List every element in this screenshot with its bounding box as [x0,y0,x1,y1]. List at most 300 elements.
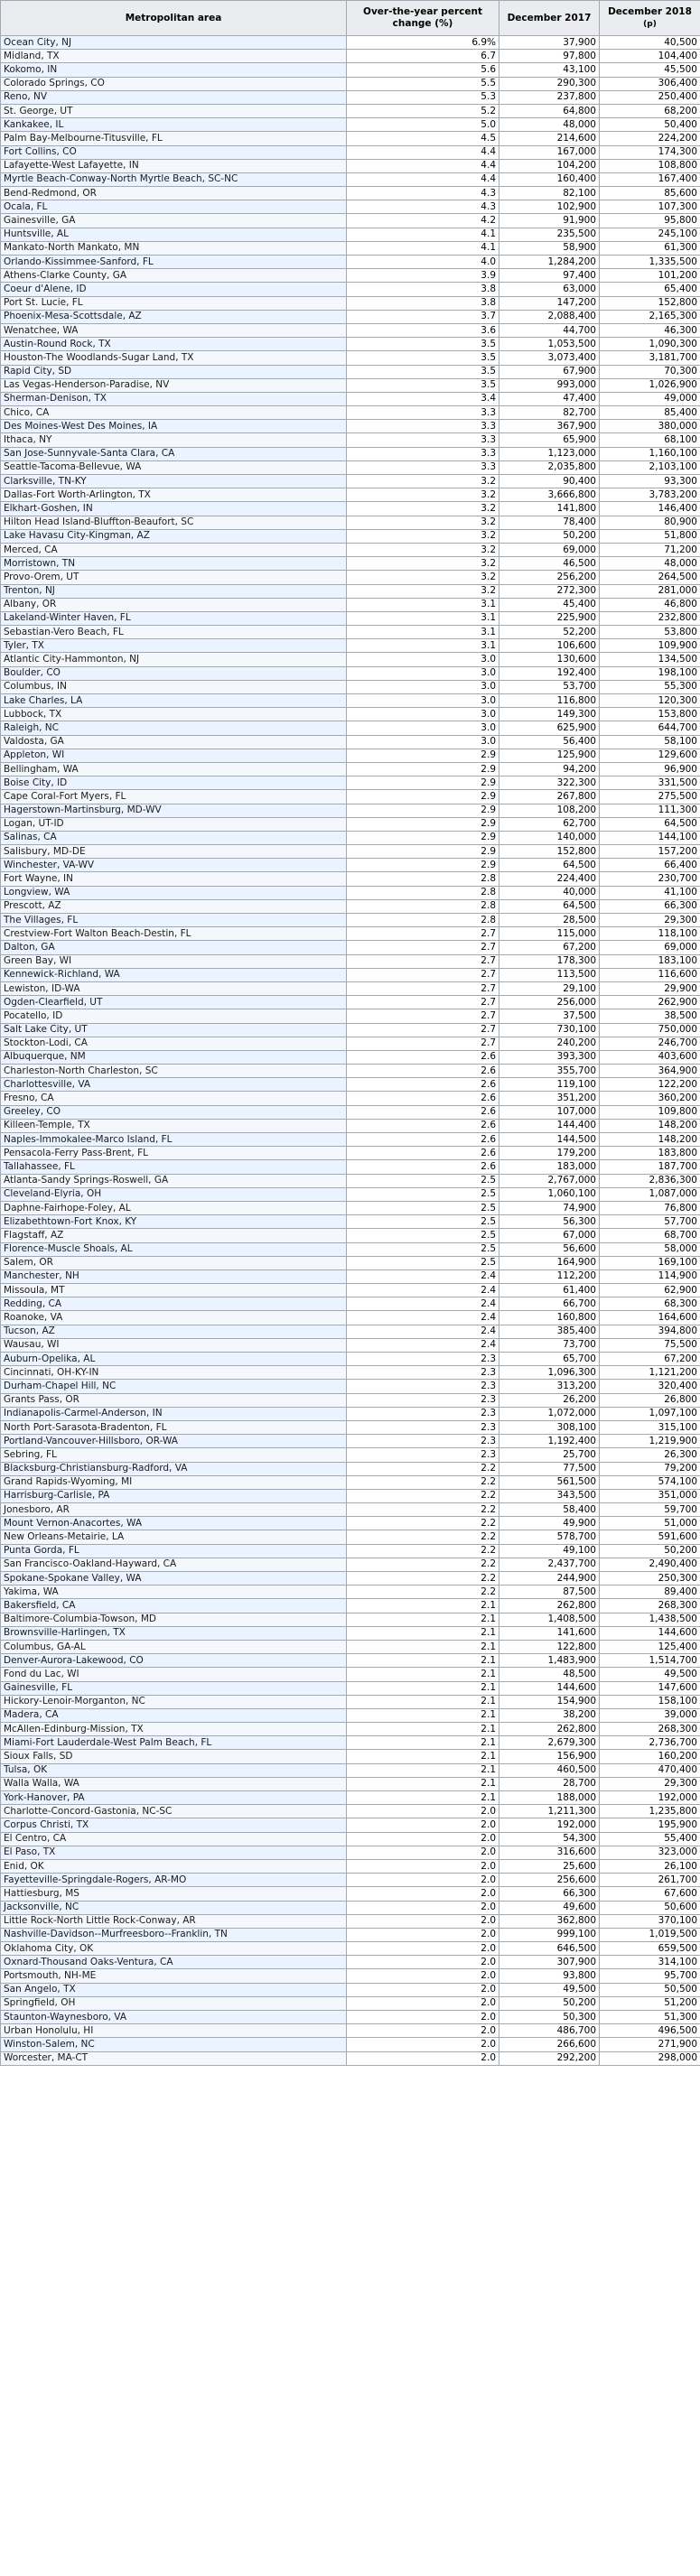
cell-december-2018: 167,400 [600,172,700,186]
cell-december-2017: 240,200 [499,1037,600,1050]
table-row [1,927,700,941]
cell-percent-change: 2.9 [347,762,499,776]
cell-metropolitan-area: Fayetteville-Springdale-Rogers, AR-MO [1,1874,347,1887]
cell-december-2017: 322,300 [499,777,600,790]
table-row [1,721,700,735]
cell-december-2017: 28,700 [499,1777,600,1790]
cell-percent-change: 2.2 [347,1586,499,1599]
cell-december-2018: 80,900 [600,516,700,529]
cell-percent-change: 3.2 [347,584,499,598]
cell-metropolitan-area: York-Hanover, PA [1,1791,347,1805]
cell-percent-change: 2.0 [347,1846,499,1859]
cell-december-2017: 116,800 [499,694,600,708]
cell-december-2018: 51,200 [600,1996,700,2010]
cell-december-2018: 109,900 [600,639,700,653]
cell-metropolitan-area: Salem, OR [1,1256,347,1269]
cell-december-2017: 267,800 [499,790,600,804]
cell-december-2017: 2,767,000 [499,1174,600,1187]
table-row [1,1187,700,1201]
cell-metropolitan-area: Provo-Orem, UT [1,571,347,584]
cell-metropolitan-area: Salisbury, MD-DE [1,845,347,859]
cell-percent-change: 2.7 [347,941,499,954]
table-row [1,1503,700,1517]
cell-percent-change: 2.9 [347,859,499,872]
table-row [1,680,700,693]
cell-metropolitan-area: Green Bay, WI [1,954,347,968]
cell-december-2018: 89,400 [600,1586,700,1599]
cell-metropolitan-area: Mankato-North Mankato, MN [1,241,347,255]
table-row [1,1708,700,1722]
cell-december-2017: 113,500 [499,968,600,981]
cell-december-2018: 224,200 [600,132,700,145]
cell-metropolitan-area: Albany, OR [1,598,347,611]
cell-december-2018: 198,100 [600,666,700,680]
cell-december-2018: 174,300 [600,145,700,159]
cell-percent-change: 2.8 [347,899,499,913]
table-row [1,256,700,269]
table-row [1,804,700,817]
cell-metropolitan-area: Austin-Round Rock, TX [1,338,347,351]
cell-december-2018: 1,160,100 [600,447,700,460]
table-row [1,1763,700,1777]
cell-metropolitan-area: Yakima, WA [1,1586,347,1599]
cell-december-2018: 71,200 [600,543,700,556]
cell-december-2018: 49,000 [600,392,700,405]
cell-december-2018: 41,100 [600,886,700,899]
cell-percent-change: 4.4 [347,172,499,186]
cell-metropolitan-area: San Angelo, TX [1,1983,347,1996]
cell-metropolitan-area: Huntsville, AL [1,228,347,241]
cell-percent-change: 2.7 [347,968,499,981]
table-row [1,323,700,337]
cell-metropolitan-area: Hilton Head Island-Bluffton-Beaufort, SC [1,516,347,529]
cell-percent-change: 2.1 [347,1668,499,1681]
cell-december-2017: 393,300 [499,1050,600,1064]
cell-december-2017: 53,700 [499,680,600,693]
cell-metropolitan-area: Fond du Lac, WI [1,1668,347,1681]
cell-percent-change: 2.6 [347,1092,499,1105]
table-row [1,598,700,611]
cell-percent-change: 2.4 [347,1338,499,1352]
cell-december-2018: 183,100 [600,954,700,968]
cell-december-2018: 380,000 [600,420,700,433]
cell-december-2018: 1,438,500 [600,1613,700,1626]
cell-percent-change: 2.2 [347,1558,499,1571]
cell-percent-change: 2.0 [347,1887,499,1901]
cell-december-2018: 1,090,300 [600,338,700,351]
cell-december-2018: 659,500 [600,1942,700,1956]
cell-metropolitan-area: Winchester, VA-WV [1,859,347,872]
cell-metropolitan-area: Ithaca, NY [1,433,347,447]
cell-december-2017: 256,000 [499,996,600,1009]
table-row [1,1572,700,1586]
cell-percent-change: 3.0 [347,680,499,693]
cell-percent-change: 3.5 [347,365,499,378]
cell-december-2017: 1,483,900 [499,1654,600,1668]
cell-december-2018: 116,600 [600,968,700,981]
header-december-2018[interactable] [600,1,700,36]
cell-metropolitan-area: Little Rock-North Little Rock-Conway, AR [1,1914,347,1928]
cell-december-2018: 144,600 [600,1626,700,1640]
table-row [1,1859,700,1873]
cell-december-2018: 68,100 [600,433,700,447]
table-row [1,1668,700,1681]
cell-percent-change: 2.5 [347,1174,499,1187]
table-row [1,1297,700,1311]
cell-december-2017: 77,500 [499,1462,600,1475]
cell-percent-change: 6.9% [347,36,499,50]
cell-percent-change: 2.8 [347,872,499,886]
cell-metropolitan-area: Elizabethtown-Fort Knox, KY [1,1215,347,1229]
table-row [1,1736,700,1750]
cell-percent-change: 2.1 [347,1599,499,1613]
cell-december-2017: 316,600 [499,1846,600,1859]
cell-metropolitan-area: Punta Gorda, FL [1,1544,347,1558]
table-row [1,447,700,460]
cell-december-2017: 578,700 [499,1530,600,1544]
table-row [1,1023,700,1037]
table-row [1,420,700,433]
cell-percent-change: 2.0 [347,1942,499,1956]
cell-percent-change: 2.0 [347,1805,499,1818]
cell-percent-change: 2.5 [347,1229,499,1242]
cell-percent-change: 2.6 [347,1133,499,1147]
cell-percent-change: 2.2 [347,1544,499,1558]
cell-metropolitan-area: Valdosta, GA [1,735,347,749]
cell-metropolitan-area: Killeen-Temple, TX [1,1119,347,1132]
cell-december-2017: 3,073,400 [499,351,600,365]
cell-december-2017: 1,123,000 [499,447,600,460]
cell-metropolitan-area: Cape Coral-Fort Myers, FL [1,790,347,804]
cell-percent-change: 3.0 [347,666,499,680]
cell-december-2017: 367,900 [499,420,600,433]
cell-percent-change: 3.2 [347,557,499,571]
cell-percent-change: 3.2 [347,475,499,488]
cell-metropolitan-area: Durham-Chapel Hill, NC [1,1380,347,1393]
cell-december-2017: 64,800 [499,104,600,117]
cell-december-2017: 188,000 [499,1791,600,1805]
table-row [1,90,700,104]
cell-december-2018: 306,400 [600,77,700,90]
cell-metropolitan-area: Blacksburg-Christiansburg-Radford, VA [1,1462,347,1475]
cell-december-2018: 122,200 [600,1078,700,1092]
table-row [1,1901,700,1914]
cell-december-2017: 56,300 [499,1215,600,1229]
cell-december-2017: 45,400 [499,598,600,611]
table-row [1,1092,700,1105]
cell-december-2018: 750,000 [600,1023,700,1037]
table-row [1,460,700,474]
cell-december-2017: 362,800 [499,1914,600,1928]
cell-december-2018: 644,700 [600,721,700,735]
table-row [1,653,700,666]
table-row [1,1256,700,1269]
cell-december-2018: 125,400 [600,1640,700,1653]
cell-metropolitan-area: Portsmouth, NH-ME [1,1969,347,1983]
cell-december-2018: 75,500 [600,1338,700,1352]
cell-metropolitan-area: Brownsville-Harlingen, TX [1,1626,347,1640]
cell-metropolitan-area: Jacksonville, NC [1,1901,347,1914]
cell-metropolitan-area: Tucson, AZ [1,1325,347,1338]
cell-metropolitan-area: Wausau, WI [1,1338,347,1352]
cell-percent-change: 2.4 [347,1325,499,1338]
cell-percent-change: 3.3 [347,433,499,447]
cell-december-2017: 625,900 [499,721,600,735]
cell-december-2018: 50,500 [600,1983,700,1996]
cell-percent-change: 4.4 [347,159,499,172]
cell-metropolitan-area: Bakersfield, CA [1,1599,347,1613]
cell-december-2017: 49,600 [499,1901,600,1914]
cell-percent-change: 2.1 [347,1640,499,1653]
table-row [1,1558,700,1571]
cell-percent-change: 2.7 [347,981,499,995]
cell-december-2017: 256,200 [499,571,600,584]
cell-percent-change: 3.2 [347,543,499,556]
cell-metropolitan-area: Lake Charles, LA [1,694,347,708]
cell-december-2018: 104,400 [600,50,700,63]
table-row [1,1599,700,1613]
cell-december-2017: 106,600 [499,639,600,653]
cell-percent-change: 2.9 [347,817,499,831]
table-row [1,1517,700,1530]
table-row [1,859,700,872]
table-row [1,1544,700,1558]
cell-percent-change: 2.1 [347,1654,499,1668]
cell-metropolitan-area: New Orleans-Metairie, LA [1,1530,347,1544]
table-row [1,1078,700,1092]
cell-december-2017: 48,500 [499,1668,600,1681]
cell-december-2018: 53,800 [600,626,700,639]
cell-december-2017: 78,400 [499,516,600,529]
table-row [1,1105,700,1119]
cell-december-2018: 195,900 [600,1818,700,1832]
cell-december-2018: 2,103,100 [600,460,700,474]
cell-december-2017: 58,900 [499,241,600,255]
table-row [1,1242,700,1256]
table-row [1,145,700,159]
cell-percent-change: 6.7 [347,50,499,63]
table-row [1,338,700,351]
cell-metropolitan-area: Lewiston, ID-WA [1,981,347,995]
cell-december-2018: 59,700 [600,1503,700,1517]
cell-december-2018: 169,100 [600,1256,700,1269]
cell-percent-change: 3.2 [347,502,499,516]
table-row [1,1586,700,1599]
table-row [1,187,700,200]
cell-percent-change: 2.0 [347,1901,499,1914]
cell-december-2017: 237,800 [499,90,600,104]
cell-percent-change: 3.2 [347,529,499,543]
cell-december-2017: 50,200 [499,529,600,543]
cell-december-2017: 224,400 [499,872,600,886]
cell-december-2018: 3,181,700 [600,351,700,365]
cell-december-2017: 262,800 [499,1723,600,1736]
cell-december-2017: 28,500 [499,914,600,927]
cell-december-2018: 85,400 [600,406,700,420]
cell-metropolitan-area: Reno, NV [1,90,347,104]
cell-december-2018: 148,200 [600,1119,700,1132]
table-row [1,1311,700,1325]
cell-metropolitan-area: Sebastian-Vero Beach, FL [1,626,347,639]
cell-december-2017: 44,700 [499,323,600,337]
table-row [1,1956,700,1969]
cell-december-2017: 52,200 [499,626,600,639]
cell-december-2017: 48,000 [499,118,600,132]
cell-percent-change: 3.0 [347,735,499,749]
cell-metropolitan-area: Colorado Springs, CO [1,77,347,90]
cell-percent-change: 2.0 [347,1956,499,1969]
cell-december-2018: 108,800 [600,159,700,172]
cell-december-2017: 266,600 [499,2038,600,2051]
cell-percent-change: 2.1 [347,1613,499,1626]
table-row [1,1284,700,1297]
cell-percent-change: 2.8 [347,914,499,927]
cell-percent-change: 2.4 [347,1269,499,1283]
table-row [1,406,700,420]
cell-metropolitan-area: St. George, UT [1,104,347,117]
cell-percent-change: 3.1 [347,611,499,625]
cell-percent-change: 2.3 [347,1366,499,1380]
cell-december-2017: 1,053,500 [499,338,600,351]
cell-december-2018: 51,800 [600,529,700,543]
cell-december-2018: 271,900 [600,2038,700,2051]
table-row [1,1393,700,1407]
cell-percent-change: 2.3 [347,1380,499,1393]
cell-percent-change: 2.6 [347,1065,499,1078]
cell-percent-change: 3.0 [347,694,499,708]
cell-metropolitan-area: Auburn-Opelika, AL [1,1353,347,1366]
cell-december-2018: 66,400 [600,859,700,872]
cell-percent-change: 2.9 [347,749,499,762]
cell-december-2018: 1,219,900 [600,1435,700,1448]
table-row [1,639,700,653]
cell-december-2017: 292,200 [499,2051,600,2065]
cell-percent-change: 2.0 [347,2011,499,2024]
cell-december-2018: 50,400 [600,118,700,132]
cell-metropolitan-area: McAllen-Edinburg-Mission, TX [1,1723,347,1736]
cell-december-2018: 364,900 [600,1065,700,1078]
table-row [1,516,700,529]
table-row [1,543,700,556]
cell-december-2017: 94,200 [499,762,600,776]
table-row [1,1119,700,1132]
table-row [1,1338,700,1352]
cell-december-2017: 3,666,800 [499,488,600,502]
cell-december-2017: 73,700 [499,1338,600,1352]
cell-december-2017: 730,100 [499,1023,600,1037]
cell-december-2017: 343,500 [499,1489,600,1502]
cell-december-2017: 1,408,500 [499,1613,600,1626]
cell-metropolitan-area: Miami-Fort Lauderdale-West Palm Beach, FL [1,1736,347,1750]
cell-december-2018: 298,000 [600,2051,700,2065]
cell-december-2018: 55,300 [600,680,700,693]
table-row [1,1037,700,1050]
cell-metropolitan-area: Appleton, WI [1,749,347,762]
cell-metropolitan-area: Raleigh, NC [1,721,347,735]
cell-percent-change: 2.2 [347,1475,499,1489]
cell-december-2018: 192,000 [600,1791,700,1805]
cell-percent-change: 2.0 [347,2024,499,2038]
cell-december-2018: 2,490,400 [600,1558,700,1571]
cell-december-2018: 65,400 [600,283,700,296]
cell-percent-change: 2.1 [347,1791,499,1805]
cell-december-2017: 54,300 [499,1832,600,1846]
cell-metropolitan-area: Morristown, TN [1,557,347,571]
cell-december-2017: 26,200 [499,1393,600,1407]
cell-metropolitan-area: Hickory-Lenoir-Morganton, NC [1,1695,347,1708]
cell-metropolitan-area: Orlando-Kissimmee-Sanford, FL [1,256,347,269]
cell-december-2017: 66,300 [499,1887,600,1901]
table-row [1,777,700,790]
header-december-2017[interactable]: December 2017 [499,1,600,36]
cell-december-2017: 313,200 [499,1380,600,1393]
cell-metropolitan-area: Rapid City, SD [1,365,347,378]
cell-december-2017: 178,300 [499,954,600,968]
table-row [1,762,700,776]
cell-december-2017: 1,284,200 [499,256,600,269]
cell-metropolitan-area: Hagerstown-Martinsburg, MD-WV [1,804,347,817]
cell-metropolitan-area: Merced, CA [1,543,347,556]
cell-december-2018: 262,900 [600,996,700,1009]
cell-december-2017: 82,100 [499,187,600,200]
cell-metropolitan-area: Kokomo, IN [1,63,347,77]
cell-december-2018: 40,500 [600,36,700,50]
cell-december-2017: 192,000 [499,1818,600,1832]
cell-december-2018: 26,800 [600,1393,700,1407]
cell-december-2017: 144,400 [499,1119,600,1132]
cell-december-2017: 82,700 [499,406,600,420]
cell-metropolitan-area: San Jose-Sunnyvale-Santa Clara, CA [1,447,347,460]
cell-metropolitan-area: Flagstaff, AZ [1,1229,347,1242]
cell-percent-change: 2.0 [347,1928,499,1941]
cell-december-2017: 66,700 [499,1297,600,1311]
table-row [1,172,700,186]
cell-metropolitan-area: Fort Collins, CO [1,145,347,159]
cell-december-2017: 107,000 [499,1105,600,1119]
table-row [1,392,700,405]
cell-percent-change: 3.5 [347,351,499,365]
cell-percent-change: 2.3 [347,1393,499,1407]
preliminary-note-link[interactable]: (p) [643,19,657,29]
cell-percent-change: 2.0 [347,2051,499,2065]
table-row [1,817,700,831]
cell-metropolitan-area: Atlanta-Sandy Springs-Roswell, GA [1,1174,347,1187]
cell-december-2018: 114,900 [600,1269,700,1283]
header-percent-change[interactable]: Over-the-year percent change (%) [347,1,499,36]
cell-metropolitan-area: Redding, CA [1,1297,347,1311]
cell-december-2017: 646,500 [499,1942,600,1956]
cell-metropolitan-area: Salinas, CA [1,831,347,844]
table-row [1,1791,700,1805]
cell-december-2018: 67,600 [600,1887,700,1901]
header-metropolitan-area[interactable]: Metropolitan area [1,1,347,36]
cell-december-2017: 56,400 [499,735,600,749]
cell-percent-change: 3.8 [347,296,499,310]
cell-december-2017: 115,000 [499,927,600,941]
table-row [1,557,700,571]
table-row [1,1380,700,1393]
table-row [1,1530,700,1544]
cell-december-2018: 1,121,200 [600,1366,700,1380]
cell-december-2018: 111,300 [600,804,700,817]
cell-december-2017: 993,000 [499,378,600,392]
cell-percent-change: 3.0 [347,653,499,666]
cell-metropolitan-area: Nashville-Davidson--Murfreesboro--Franklin, TN [1,1928,347,1941]
table-row [1,1969,700,1983]
cell-december-2017: 47,400 [499,392,600,405]
cell-metropolitan-area: Springfield, OH [1,1996,347,2010]
cell-december-2018: 101,200 [600,269,700,283]
